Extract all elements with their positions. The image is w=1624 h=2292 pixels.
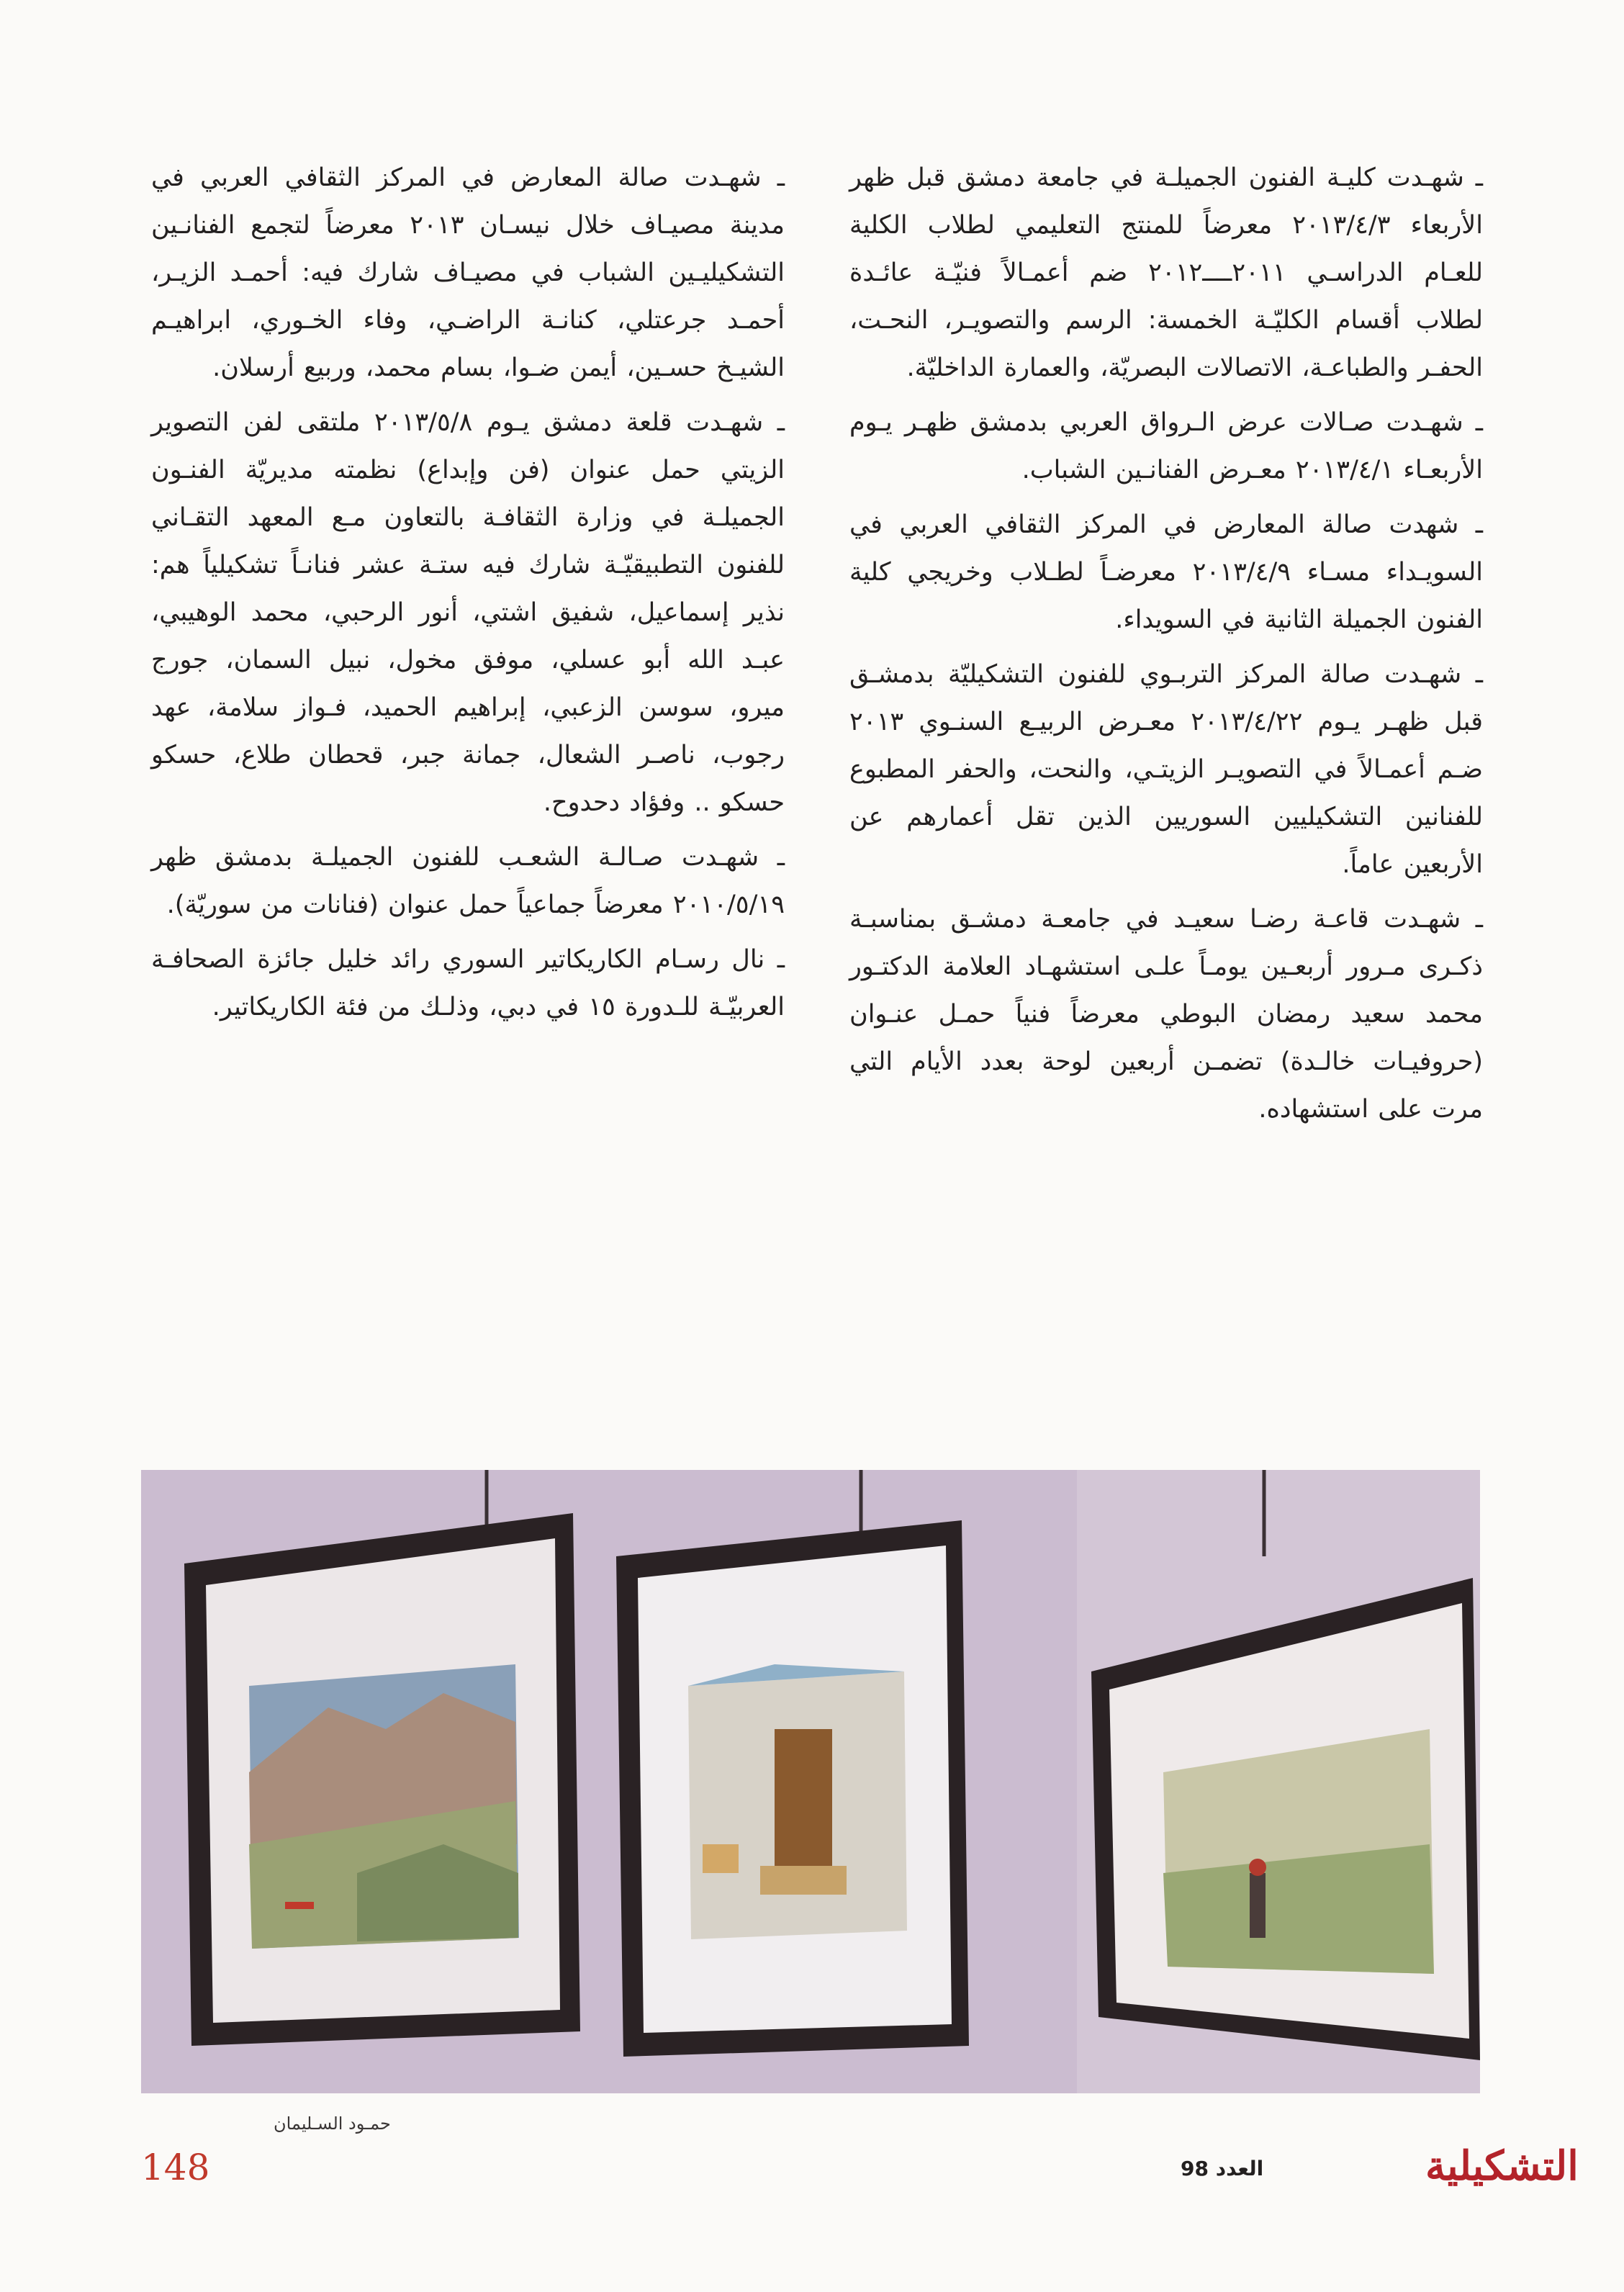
exhibition-photo [141, 1470, 1480, 2093]
news-item: ـ شهـدت صالة المركز التربـوي للفنون التشكيليّة بدمشـق قبل ظهـر يـوم ٢٠١٣/٤/٢٢ معـرض الربيـع السنـوي ٢٠١٣ ضـم أعمـالاً في التصويـر الزيتـي، والنحت، والحفر المطبوع للفنانين التشكيليين السوريين الذين تقل أعمارهم عن الأربعين عاماً. [849, 660, 1483, 879]
news-item: ـ شهدت صالة المعارض في المركز الثقافي العربي في السويـداء مسـاء ٢٠١٣/٤/٩ معرضـاً لطـلاب وخريجي كلية الفنون الجميلة الثانية في السويداء. [849, 510, 1483, 634]
article-column-right [849, 154, 1483, 1140]
magazine-logo [1267, 2137, 1579, 2206]
painting-doorway [616, 1520, 969, 2057]
news-item: ـ شهـدت صالة المعارض في المركز الثقافي العربي في مدينة مصيـاف خلال نيسـان ٢٠١٣ معرضاً لتجمع الفنانـين التشكيليـين الشباب في مصيـاف شارك فيه: أحمـد الزيـر، أحمـد جرعتلي، كنانـة الراضـي، وفاء الخـوري، ابراهيـم الشيـخ حسـين، أيمن ضـوا، بسام محمد، وربيع أرسلان. [151, 163, 785, 382]
news-item: ـ شهـدت كليـة الفنون الجميلـة في جامعة دمشق قبل ظهر الأربعاء ٢٠١٣/٤/٣ معرضاً للمنتج التعليمي لطلاب الكلية للعـام الدراسـي ٢٠١١ــــ٢٠١٢ ضم أعمـالاً فنيّـة عائـدة لطلاب أقسام الكليّـة الخمسة: الرسم والتصويـر، النحـت، الحفـر والطباعـة، الاتصالات البصريّة، والعمارة الداخليّة. [849, 163, 1483, 382]
news-item: ـ نال رسـام الكاريكاتير السوري رائد خليل جائزة الصحافـة العربيّـة للـدورة ١٥ في دبي، وذلـك من فئة الكاريكاتير. [151, 945, 785, 1021]
svg-text:التشكيلية: التشكيلية [1425, 2142, 1579, 2190]
page-number: 148 [141, 2147, 210, 2188]
article-column-left [151, 154, 785, 1038]
news-item: ـ شهـدت صـالات عرض الـرواق العربي بدمشق ظهـر يـوم الأربعـاء ٢٠١٣/٤/١ معـرض الفنانـين الشباب. [849, 408, 1483, 484]
painting-mountains [184, 1513, 580, 2046]
news-item: ـ شهـدت قاعـة رضـا سعيـد في جامعـة دمشـق بمناسبـة ذكـرى مـرور أربعـين يومـاً علـى استشهـاد العلامة الدكتـور محمد سعيد رمضان البوطي معرضاً فنياً حمـل عنـوان (حروفيـات خالـدة) تضمـن أربعين لوحة بعدد الأيام التي مرت على استشهاده. [849, 905, 1483, 1124]
photo-credit: حمـود السـليمان [274, 2113, 391, 2134]
issue-label: العدد 98 [1181, 2157, 1264, 2180]
news-item: ـ شهـدت قلعة دمشق يـوم ٢٠١٣/٥/٨ ملتقى لفن التصوير الزيتي حمل عنوان (فن وإبداع) نظمته مديريّة الفنـون الجميلـة في وزارة الثقافـة بالتعاون مـع المعهد التقـاني للفنون التطبيقيّـة شارك فيه ستـة عشر فنانـاً تشكيلياً هم: نذير إسماعيل، شفيق اشتي، أنور الرحبي، محمد الوهيبي، عبـد الله أبو عسلي، موفق مخول، نبيل السمان، جورج ميرو، سوسن الزعبي، إبراهيم الحميد، فـواز سلامة، عهد رجوب، ناصـر الشعال، جمانة جبر، قحطان طلاع، حسكو حسكو .. وفؤاد دحدوح. [151, 408, 785, 817]
news-item: ـ شهـدت صـالـة الشعـب للفنون الجميلـة بدمشق ظهر ٢٠١٠/٥/١٩ معرضاً جماعياً حمل عنوان (فنانات من سوريّة). [151, 843, 785, 919]
